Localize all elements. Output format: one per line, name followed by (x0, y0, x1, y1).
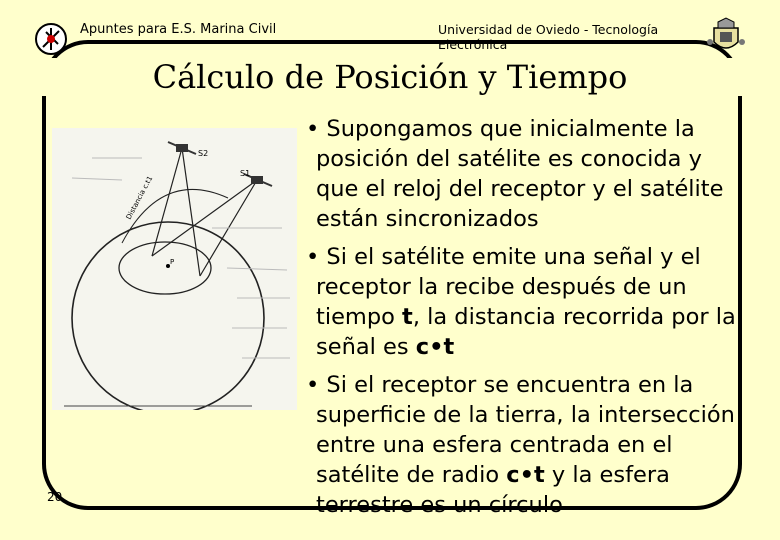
bullet-text: • Si el satélite emite una señal y el receptor la recibe después de un tiempo (306, 244, 701, 330)
slide-title-text: Cálculo de Posición y Tiempo (149, 58, 632, 96)
label-s2: S2 (198, 149, 209, 158)
label-p: P (170, 258, 175, 266)
bullet-item (306, 242, 746, 362)
bullet-text: y la esfera terrestre es un círculo (316, 462, 670, 518)
slide-title (0, 58, 780, 96)
header-course-title: Apuntes para E.S. Marina Civil (80, 22, 277, 37)
label-s1: S1 (240, 169, 251, 178)
bullet-text: , la distancia recorrida por la señal es (316, 304, 736, 360)
bullet-bold-ct: c•t (415, 334, 455, 360)
bullet-bold-ct: c•t (506, 462, 545, 488)
university-crest-icon (706, 16, 746, 56)
header-university: Universidad de Oviedo - Tecnología Electrónica (438, 22, 659, 52)
bullet-text: • Si el receptor se encuentra en la superficie de la tierra, la intersección entre una esfera centrada en el satélite de radio (306, 372, 735, 488)
satellite-diagram (52, 128, 297, 410)
bullet-bold-t: t (402, 304, 413, 330)
bullet-item: • Supongamos que inicialmente la posición del satélite es conocida y que el reloj del receptor y el satélite están sincronizados (306, 116, 724, 232)
bullet-list (306, 114, 746, 528)
label-distance: Distancia c.t1 (124, 174, 155, 221)
bullet-item (306, 370, 746, 520)
page-number: 20 (47, 490, 63, 504)
marina-logo-icon (34, 22, 68, 56)
